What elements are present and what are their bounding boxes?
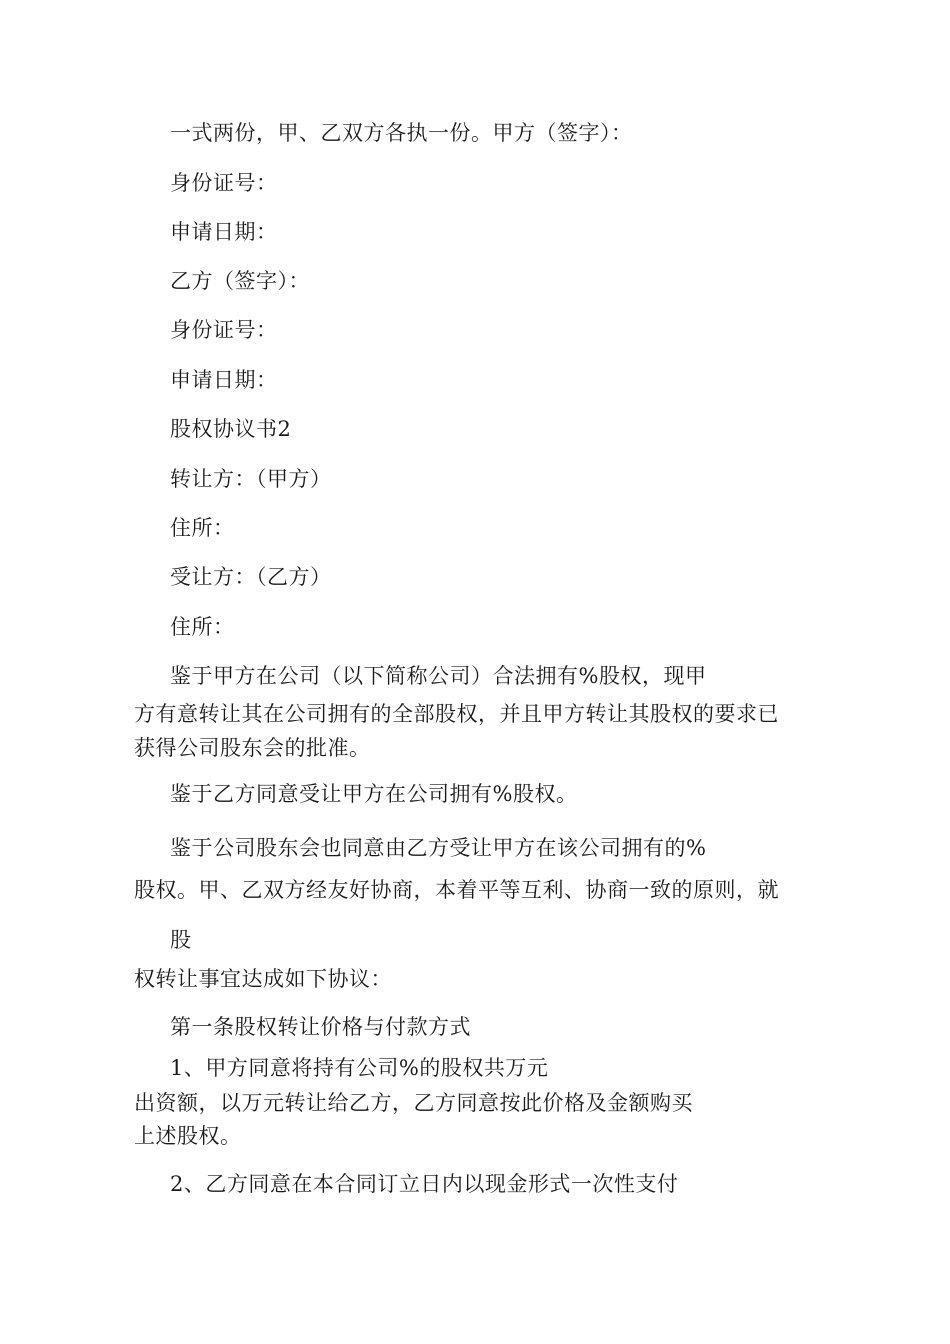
recital-1-line-3: 获得公司股东会的批准。	[134, 736, 371, 760]
party-b-date-label: 申请日期：	[170, 368, 278, 392]
clause-2-line-1: 2、乙方同意在本合同订立日内以现金形式一次性支付	[170, 1172, 679, 1196]
recital-3-line-4: 权转让事宜达成如下协议：	[134, 967, 392, 991]
transferee-label: 受让方：（乙方）	[170, 565, 332, 589]
party-a-id-number-label: 身份证号：	[170, 171, 278, 195]
party-a-date-label: 申请日期：	[170, 220, 278, 244]
transferor-label: 转让方：（甲方）	[170, 467, 332, 491]
article-1-heading: 第一条股权转让价格与付款方式	[170, 1015, 471, 1039]
transferee-address-label: 住所：	[170, 615, 235, 639]
recital-3-line-3: 股	[170, 928, 192, 952]
recital-1-line-1: 鉴于甲方在公司（以下简称公司）合法拥有%股权，现甲	[170, 664, 707, 688]
signature-clause: 一式两份，甲、乙双方各执一份。甲方（签字）：	[170, 121, 633, 145]
clause-1-line-2: 出资额，以万元转让给乙方，乙方同意按此价格及金额购买	[134, 1091, 693, 1115]
recital-3-line-2: 股权。甲、乙双方经友好协商，本着平等互利、协商一致的原则，就	[134, 878, 779, 902]
recital-2: 鉴于乙方同意受让甲方在公司拥有%股权。	[170, 782, 578, 806]
clause-1-line-1: 1、甲方同意将持有公司%的股权共万元	[170, 1056, 549, 1080]
recital-1-line-2: 方有意转让其在公司拥有的全部股权，并且甲方转让其股权的要求已	[134, 702, 779, 726]
clause-1-line-3: 上述股权。	[134, 1124, 242, 1148]
agreement-title: 股权协议书2	[170, 417, 292, 441]
transferor-address-label: 住所：	[170, 516, 235, 540]
party-b-id-number-label: 身份证号：	[170, 318, 278, 342]
party-b-signature-label: 乙方（签字）：	[170, 269, 310, 293]
recital-3-line-1: 鉴于公司股东会也同意由乙方受让甲方在该公司拥有的%	[170, 836, 707, 860]
